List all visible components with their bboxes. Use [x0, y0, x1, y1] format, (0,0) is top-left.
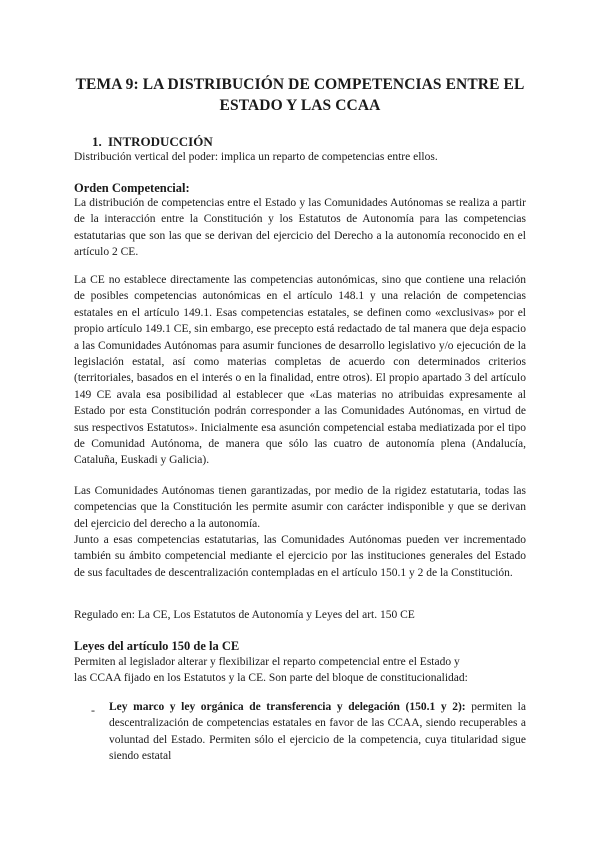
section-title: INTRODUCCIÓN: [108, 134, 213, 149]
bullet-item-ley-marco: [109, 699, 526, 765]
section-heading-introduccion: [92, 133, 213, 150]
orden-paragraph-4: Junto a esas competencias estatutarias, las Comunidades Autónomas pueden ver incrementado también su ámbito competencial mediante el ejercicio por las instituciones generales del Estado de sus facultades de descentralización contempladas en el artículo 150.1 y 2 de la Constitución.: [74, 534, 526, 579]
regulado-line: Regulado en: La CE, Los Estatutos de Autonomía y Leyes del art. 150 CE: [74, 609, 415, 621]
leyes-150-heading: Leyes del artículo 150 de la CE: [74, 639, 240, 653]
orden-paragraph-3: Las Comunidades Autónomas tienen garantizadas, por medio de la rigidez estatutaria, todas las competencias que la Constitución les permite asumir con carácter indisponible y que se derivan del ejercicio del derecho a la autonomía.: [74, 485, 526, 530]
bullet-body-text: permiten la descentralización de competencias estatales en favor de las CCAA, siendo recuperables a voluntad del Estado. Permiten sólo el ejercicio de la competencia, cuya titularidad sigue siendo estatal: [109, 701, 526, 763]
section-number: 1.: [92, 134, 102, 149]
leyes-150-paragraph: Permiten al legislador alterar y flexibilizar el reparto competencial entre el Estado y las CCAA fijado en los Estatutos y la CE. Son parte del bloque de constitucionalidad:: [74, 656, 468, 685]
bullet-marker: -: [91, 703, 95, 717]
title-line-2: ESTADO Y LAS CCAA: [219, 97, 381, 114]
page-title: [60, 74, 540, 116]
orden-paragraph-1: La distribución de competencias entre el Estado y las Comunidades Autónomas se realiza a partir de la interacción entre la Constitución y los Estatutos de Autonomía para las competencias estatutarias que son las que se derivan del ejercicio del Derecho a la autonomía reconocido en el artículo 2 CE.: [74, 197, 526, 259]
orden-competencial-heading: Orden Competencial:: [74, 181, 190, 195]
bullet-bold-text: Ley marco y ley orgánica de transferencia y delegación (150.1 y 2):: [109, 701, 466, 713]
orden-paragraph-2: La CE no establece directamente las competencias autonómicas, sino que contiene una relación de posibles competencias autonómicas en el artículo 148.1 y una relación de competencias estatales en el artículo 149.1. Esas competencias estatales, se definen como «exclusivas» por el propio artículo 149.1 CE, sin embargo, ese precepto está redactado de tal manera que deja espacio a las Comunidades Autónomas para asumir funciones de desarrollo legislativo y/o ejecución de la legislación estatal, así como materias completas de acuerdo con determinados criterios (territoriales, basados en el interés o en la finalidad, entre otros). El propio apartado 3 del artículo 149 CE avala esa posibilidad al establecer que «Las materias no atribuidas expresamente al Estado por esta Constitución podrán corresponder a las Comunidades Autónomas, en virtud de sus respectivos Estatutos». Inicialmente esa asunción competencial estaba mediatizada por el tipo de Comunidad Autónoma, de manera que sólo las cuatro de autonomía plena (Andalucía, Cataluña, Euskadi y Galicia).: [74, 274, 526, 467]
intro-line: Distribución vertical del poder: implica un reparto de competencias entre ellos.: [74, 151, 438, 163]
title-line-1: TEMA 9: LA DISTRIBUCIÓN DE COMPETENCIAS ENTRE EL: [75, 76, 525, 93]
